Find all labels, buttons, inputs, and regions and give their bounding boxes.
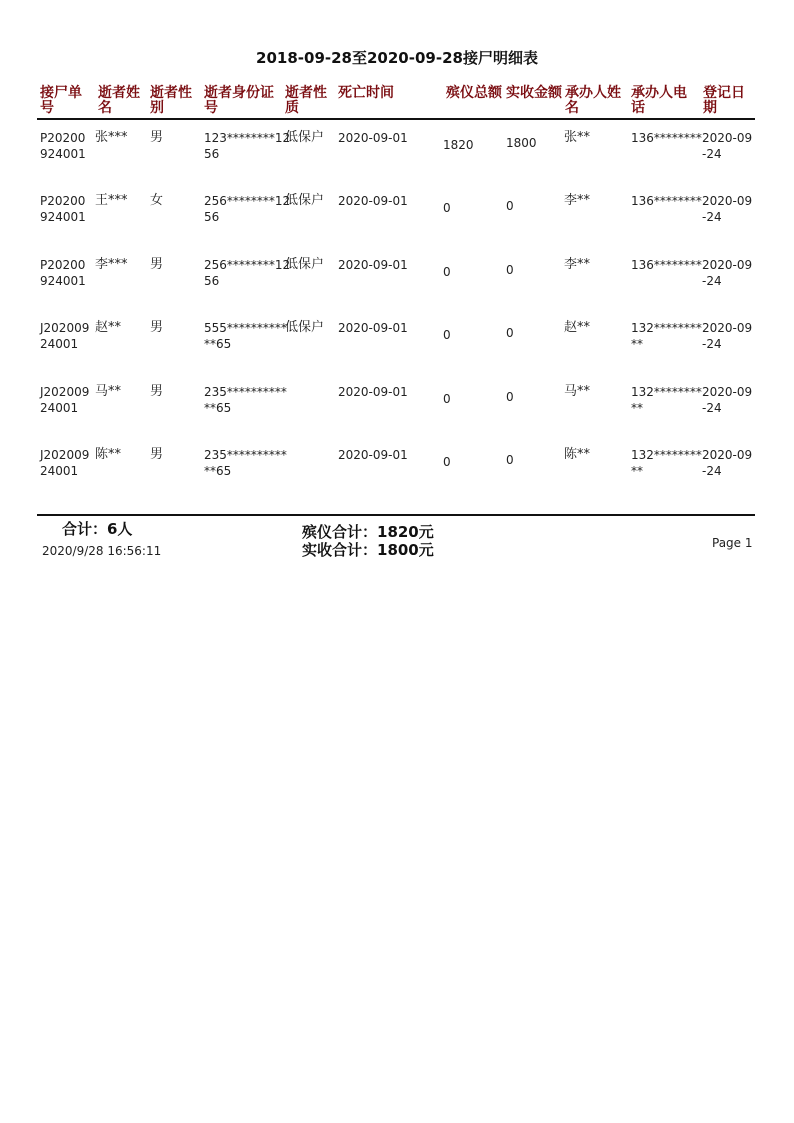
cell-id: 235********** **65: [204, 384, 287, 415]
cell-phone: 132******** **: [631, 448, 702, 478]
column-header-gender: 逝者性 别: [150, 85, 192, 116]
footer-funeral-total: 殡仪合计：1820元: [302, 523, 434, 541]
table-row: [0, 320, 794, 380]
header-rule: [37, 118, 755, 120]
column-header-total: 殡仪总额: [446, 85, 502, 101]
cell-nature: 低保户: [285, 193, 325, 209]
table-row: [0, 447, 794, 507]
cell-regdate: 2020-09 -24: [702, 448, 753, 478]
cell-gender: 女: [150, 193, 164, 209]
column-header-phone: 承办人电 话: [631, 85, 687, 116]
cell-name: 李***: [95, 256, 128, 272]
table-row: [0, 257, 794, 317]
cell-total: 0: [443, 455, 451, 469]
cell-death: 2020-09-01: [338, 131, 408, 145]
cell-total: 0: [443, 201, 451, 216]
cell-id: 555********** **65: [204, 321, 287, 352]
cell-no: J202009 24001: [40, 321, 90, 352]
cell-nature: 低保户: [285, 320, 325, 336]
cell-regdate: 2020-09 -24: [702, 131, 753, 161]
cell-nature: 低保户: [285, 130, 325, 145]
cell-death: 2020-09-01: [338, 384, 408, 399]
cell-handler: 马**: [564, 383, 591, 399]
footer-rule: [37, 514, 755, 516]
table-row: [0, 384, 794, 444]
column-header-received: 实收金额: [506, 85, 562, 101]
footer-page-number: Page 1: [712, 536, 753, 550]
cell-gender: 男: [150, 256, 164, 272]
cell-no: J202009 24001: [40, 448, 90, 478]
cell-handler: 张**: [564, 130, 591, 145]
cell-name: 赵**: [95, 320, 122, 336]
cell-death: 2020-09-01: [338, 448, 408, 462]
cell-no: P20200 924001: [40, 194, 86, 225]
cell-handler: 李**: [564, 193, 591, 209]
column-header-regdate: 登记日 期: [703, 85, 745, 116]
cell-regdate: 2020-09 -24: [702, 194, 753, 225]
cell-death: 2020-09-01: [338, 321, 408, 336]
cell-regdate: 2020-09 -24: [702, 321, 753, 352]
column-header-name: 逝者姓 名: [98, 85, 140, 116]
table-row: [0, 193, 794, 253]
cell-name: 王***: [95, 193, 128, 209]
cell-handler: 赵**: [564, 320, 591, 336]
cell-phone: 132******** **: [631, 384, 702, 415]
cell-no: P20200 924001: [40, 131, 86, 161]
cell-handler: 李**: [564, 256, 591, 272]
cell-regdate: 2020-09 -24: [702, 257, 753, 288]
cell-received: 0: [506, 199, 514, 214]
column-header-handler: 承办人姓 名: [565, 85, 621, 116]
cell-no: J202009 24001: [40, 384, 90, 415]
cell-death: 2020-09-01: [338, 194, 408, 209]
cell-gender: 男: [150, 447, 164, 462]
cell-id: 235********** **65: [204, 448, 287, 478]
cell-id: 123********12 56: [204, 131, 291, 161]
cell-total: 1820: [443, 138, 474, 152]
cell-no: P20200 924001: [40, 257, 86, 288]
column-header-nature: 逝者性 质: [285, 85, 327, 116]
report-title: 2018-09-28至2020-09-28接尸明细表: [256, 49, 538, 67]
cell-received: 0: [506, 262, 514, 277]
footer-printed-at: 2020/9/28 16:56:11: [42, 544, 162, 558]
table-row: [0, 130, 794, 190]
cell-received: 1800: [506, 136, 537, 150]
cell-id: 256********12 56: [204, 257, 291, 288]
cell-received: 0: [506, 389, 514, 404]
cell-nature: 低保户: [285, 256, 325, 272]
footer-received-total: 实收合计：1800元: [302, 541, 434, 559]
cell-gender: 男: [150, 320, 164, 336]
cell-gender: 男: [150, 383, 164, 399]
cell-name: 张***: [95, 130, 128, 145]
column-header-id: 逝者身份证 号: [204, 85, 274, 116]
cell-id: 256********12 56: [204, 194, 291, 225]
cell-phone: 136********: [631, 194, 702, 209]
cell-name: 陈**: [95, 447, 122, 462]
column-header-no: 接尸单 号: [40, 85, 82, 116]
cell-regdate: 2020-09 -24: [702, 384, 753, 415]
cell-gender: 男: [150, 130, 164, 145]
cell-handler: 陈**: [564, 447, 591, 462]
cell-total: 0: [443, 328, 451, 343]
footer-count: 合计：6人: [62, 520, 133, 538]
cell-phone: 136********: [631, 131, 702, 145]
cell-total: 0: [443, 264, 451, 279]
column-header-death: 死亡时间: [338, 85, 394, 101]
cell-death: 2020-09-01: [338, 257, 408, 272]
cell-phone: 136********: [631, 257, 702, 272]
cell-phone: 132******** **: [631, 321, 702, 352]
cell-received: 0: [506, 326, 514, 341]
cell-total: 0: [443, 391, 451, 406]
cell-name: 马**: [95, 383, 122, 399]
cell-received: 0: [506, 453, 514, 467]
